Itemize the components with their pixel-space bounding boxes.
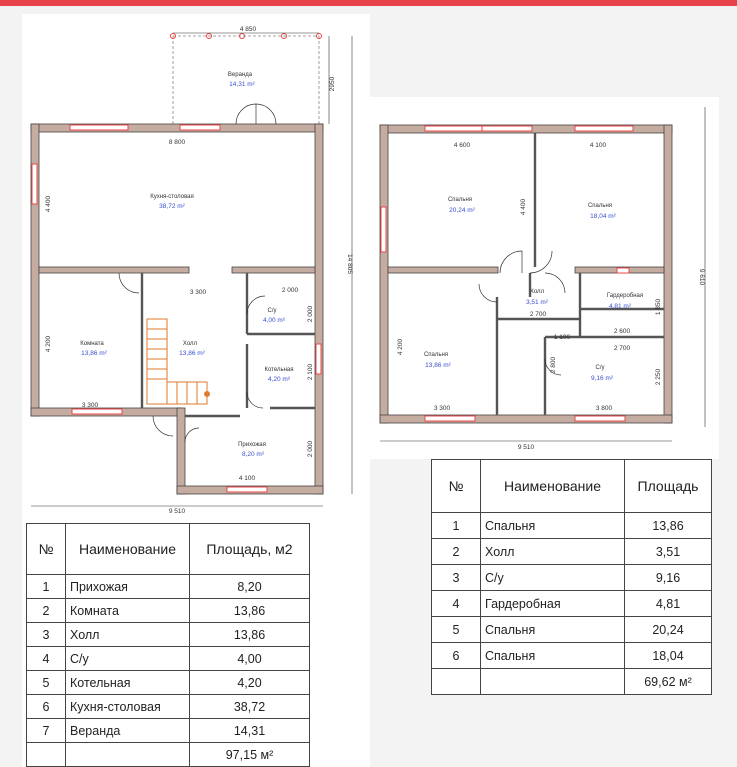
- room-boiler-area: 4,20 m²: [267, 376, 291, 383]
- dim-house-width: 8 800: [168, 139, 186, 146]
- room-hall-area: 3,51 m²: [525, 299, 549, 306]
- dim-wardrobe-depth: 1 850: [655, 298, 662, 316]
- dim-mid-width: 3 300: [189, 289, 207, 296]
- dim-hall-width: 2 700: [529, 311, 547, 318]
- table-row: [27, 719, 310, 743]
- room-entry-area: 8,20 m²: [241, 451, 265, 458]
- room-komnata-name: Комната: [80, 341, 104, 347]
- row-number: 1: [432, 513, 481, 539]
- dim-wardrobe-width: 2 600: [613, 328, 631, 335]
- table-row: [432, 513, 712, 539]
- room-kitchen-name: Кухня-столовая: [150, 194, 194, 200]
- dim-su-depth: 2 000: [307, 305, 314, 323]
- table-header-row: [27, 524, 310, 575]
- top-accent-bar: [0, 0, 737, 6]
- room-bedroom-a-area: 20,24 m²: [449, 207, 475, 214]
- col-number-header: №: [432, 460, 481, 513]
- room-bath-name: С/у: [595, 365, 605, 371]
- inner-walls: [142, 273, 315, 416]
- table-header-row: [432, 460, 712, 513]
- dim-top-left: 4 600: [453, 142, 471, 149]
- dim-veranda-width: 4 850: [239, 26, 257, 33]
- inner-walls: [497, 133, 664, 415]
- table-row: [432, 565, 712, 591]
- room-bedroom-c-area: 13,86 m²: [425, 362, 451, 369]
- ground-floor-area-table: [26, 523, 310, 767]
- table-row: [432, 643, 712, 669]
- row-name: Котельная: [66, 671, 190, 695]
- room-bedroom-b-name: Спальня: [587, 203, 613, 209]
- dim-small-width: 1 100: [553, 334, 571, 341]
- row-area: 13,86: [190, 623, 310, 647]
- row-name: Холл: [481, 539, 625, 565]
- room-entry-name: Прихожая: [238, 442, 266, 448]
- row-name: Спальня: [481, 643, 625, 669]
- dim-boiler-depth: 2 100: [307, 363, 314, 381]
- dim-left-depth: 4 400: [45, 195, 52, 213]
- col-name-header: Наименование: [481, 460, 625, 513]
- dim-su-width: 2 000: [281, 287, 299, 294]
- room-su-name: С/у: [267, 308, 277, 314]
- room-boiler-name: Котельная: [264, 367, 294, 373]
- room-hall-area: 13,86 m²: [179, 350, 205, 357]
- col-area-header: Площадь, м2: [190, 524, 310, 575]
- row-name: Прихожая: [66, 575, 190, 599]
- outer-walls: [380, 125, 672, 423]
- row-number: 2: [432, 539, 481, 565]
- room-bath-area: 9,16 m²: [590, 375, 614, 382]
- dimension-lines: [380, 107, 705, 441]
- dim-bottom-left: 3 300: [81, 402, 99, 409]
- row-area: 20,24: [625, 617, 712, 643]
- dim-left-depth: 4 200: [397, 338, 404, 356]
- row-number: 3: [27, 623, 66, 647]
- total-area: 69,62 м²: [625, 669, 712, 695]
- dim-top-depth: 4 400: [520, 198, 527, 216]
- upper-floor-plan: [370, 97, 719, 459]
- upper-floor-sheet: [370, 97, 719, 459]
- row-area: 4,81: [625, 591, 712, 617]
- row-name: С/у: [481, 565, 625, 591]
- row-name: Спальня: [481, 513, 625, 539]
- row-name: С/у: [66, 647, 190, 671]
- room-bedroom-a-name: Спальня: [447, 197, 473, 203]
- row-number: 5: [432, 617, 481, 643]
- upper-floor-area-table: [431, 459, 712, 695]
- dim-bottom-left: 3 300: [433, 405, 451, 412]
- row-number: 5: [27, 671, 66, 695]
- room-wardrobe-name: Гардеробная: [606, 293, 644, 299]
- room-veranda-area: 14,31 m²: [229, 81, 255, 88]
- col-number-header: №: [27, 524, 66, 575]
- table-total-row: [432, 669, 712, 695]
- table-row: [432, 591, 712, 617]
- row-name: Комната: [66, 599, 190, 623]
- row-name: Холл: [66, 623, 190, 647]
- row-number: 1: [27, 575, 66, 599]
- row-area: 13,86: [625, 513, 712, 539]
- table-row: [27, 695, 310, 719]
- row-area: 8,20: [190, 575, 310, 599]
- dim-hall-width: 4 100: [238, 475, 256, 482]
- table-row: [432, 617, 712, 643]
- table-row: [27, 575, 310, 599]
- room-komnata-area: 13,86 m²: [81, 350, 107, 357]
- dim-bath-depth-a: 2 800: [550, 356, 557, 374]
- table-row: [27, 623, 310, 647]
- row-area: 18,04: [625, 643, 712, 669]
- room-hall-name: Холл: [529, 289, 545, 295]
- row-number: 6: [27, 695, 66, 719]
- row-name: Гардеробная: [481, 591, 625, 617]
- dim-bath-depth-b: 2 250: [655, 368, 662, 386]
- dim-overall-width: 9 510: [517, 444, 535, 451]
- outer-walls: [31, 124, 323, 494]
- table-total-row: [27, 743, 310, 767]
- row-area: 4,00: [190, 647, 310, 671]
- room-wardrobe-area: 4,81 m²: [608, 303, 632, 310]
- row-area: 9,16: [625, 565, 712, 591]
- dim-bottom-right: 3 800: [595, 405, 613, 412]
- total-area: 97,15 м²: [190, 743, 310, 767]
- row-area: 13,86: [190, 599, 310, 623]
- windows: [32, 125, 321, 492]
- row-name: Кухня-столовая: [66, 695, 190, 719]
- row-number: 4: [432, 591, 481, 617]
- veranda-outline: [171, 34, 322, 125]
- row-area: 4,20: [190, 671, 310, 695]
- table-row: [432, 539, 712, 565]
- room-bedroom-c-name: Спальня: [423, 352, 449, 358]
- room-bedroom-b-area: 18,04 m²: [590, 213, 616, 220]
- dim-total-height: 9 610: [698, 268, 705, 286]
- col-area-header: Площадь: [625, 460, 712, 513]
- dim-hall-depth: 2 000: [307, 440, 314, 458]
- dim-veranda-depth: 2950: [329, 76, 336, 92]
- row-number: 3: [432, 565, 481, 591]
- row-number: 6: [432, 643, 481, 669]
- table-row: [27, 671, 310, 695]
- dim-overall-width: 9 510: [168, 508, 186, 514]
- row-area: 3,51: [625, 539, 712, 565]
- row-area: 14,31: [190, 719, 310, 743]
- row-number: 4: [27, 647, 66, 671]
- staircase: [147, 319, 210, 404]
- dim-total-height: 14 805: [346, 254, 353, 274]
- ground-floor-plan: [22, 14, 370, 514]
- room-hall-name: Холл: [182, 341, 198, 347]
- row-name: Спальня: [481, 617, 625, 643]
- dim-bath-width: 2 700: [613, 345, 631, 352]
- room-su-area: 4,00 m²: [262, 317, 286, 324]
- row-area: 38,72: [190, 695, 310, 719]
- dim-top-right: 4 100: [589, 142, 607, 149]
- row-number: 2: [27, 599, 66, 623]
- row-name: Веранда: [66, 719, 190, 743]
- dim-room-depth: 4 200: [45, 335, 52, 353]
- room-veranda-name: Веранда: [227, 72, 253, 78]
- room-kitchen-area: 38,72 m²: [159, 203, 185, 210]
- table-row: [27, 599, 310, 623]
- table-row: [27, 647, 310, 671]
- col-name-header: Наименование: [66, 524, 190, 575]
- row-number: 7: [27, 719, 66, 743]
